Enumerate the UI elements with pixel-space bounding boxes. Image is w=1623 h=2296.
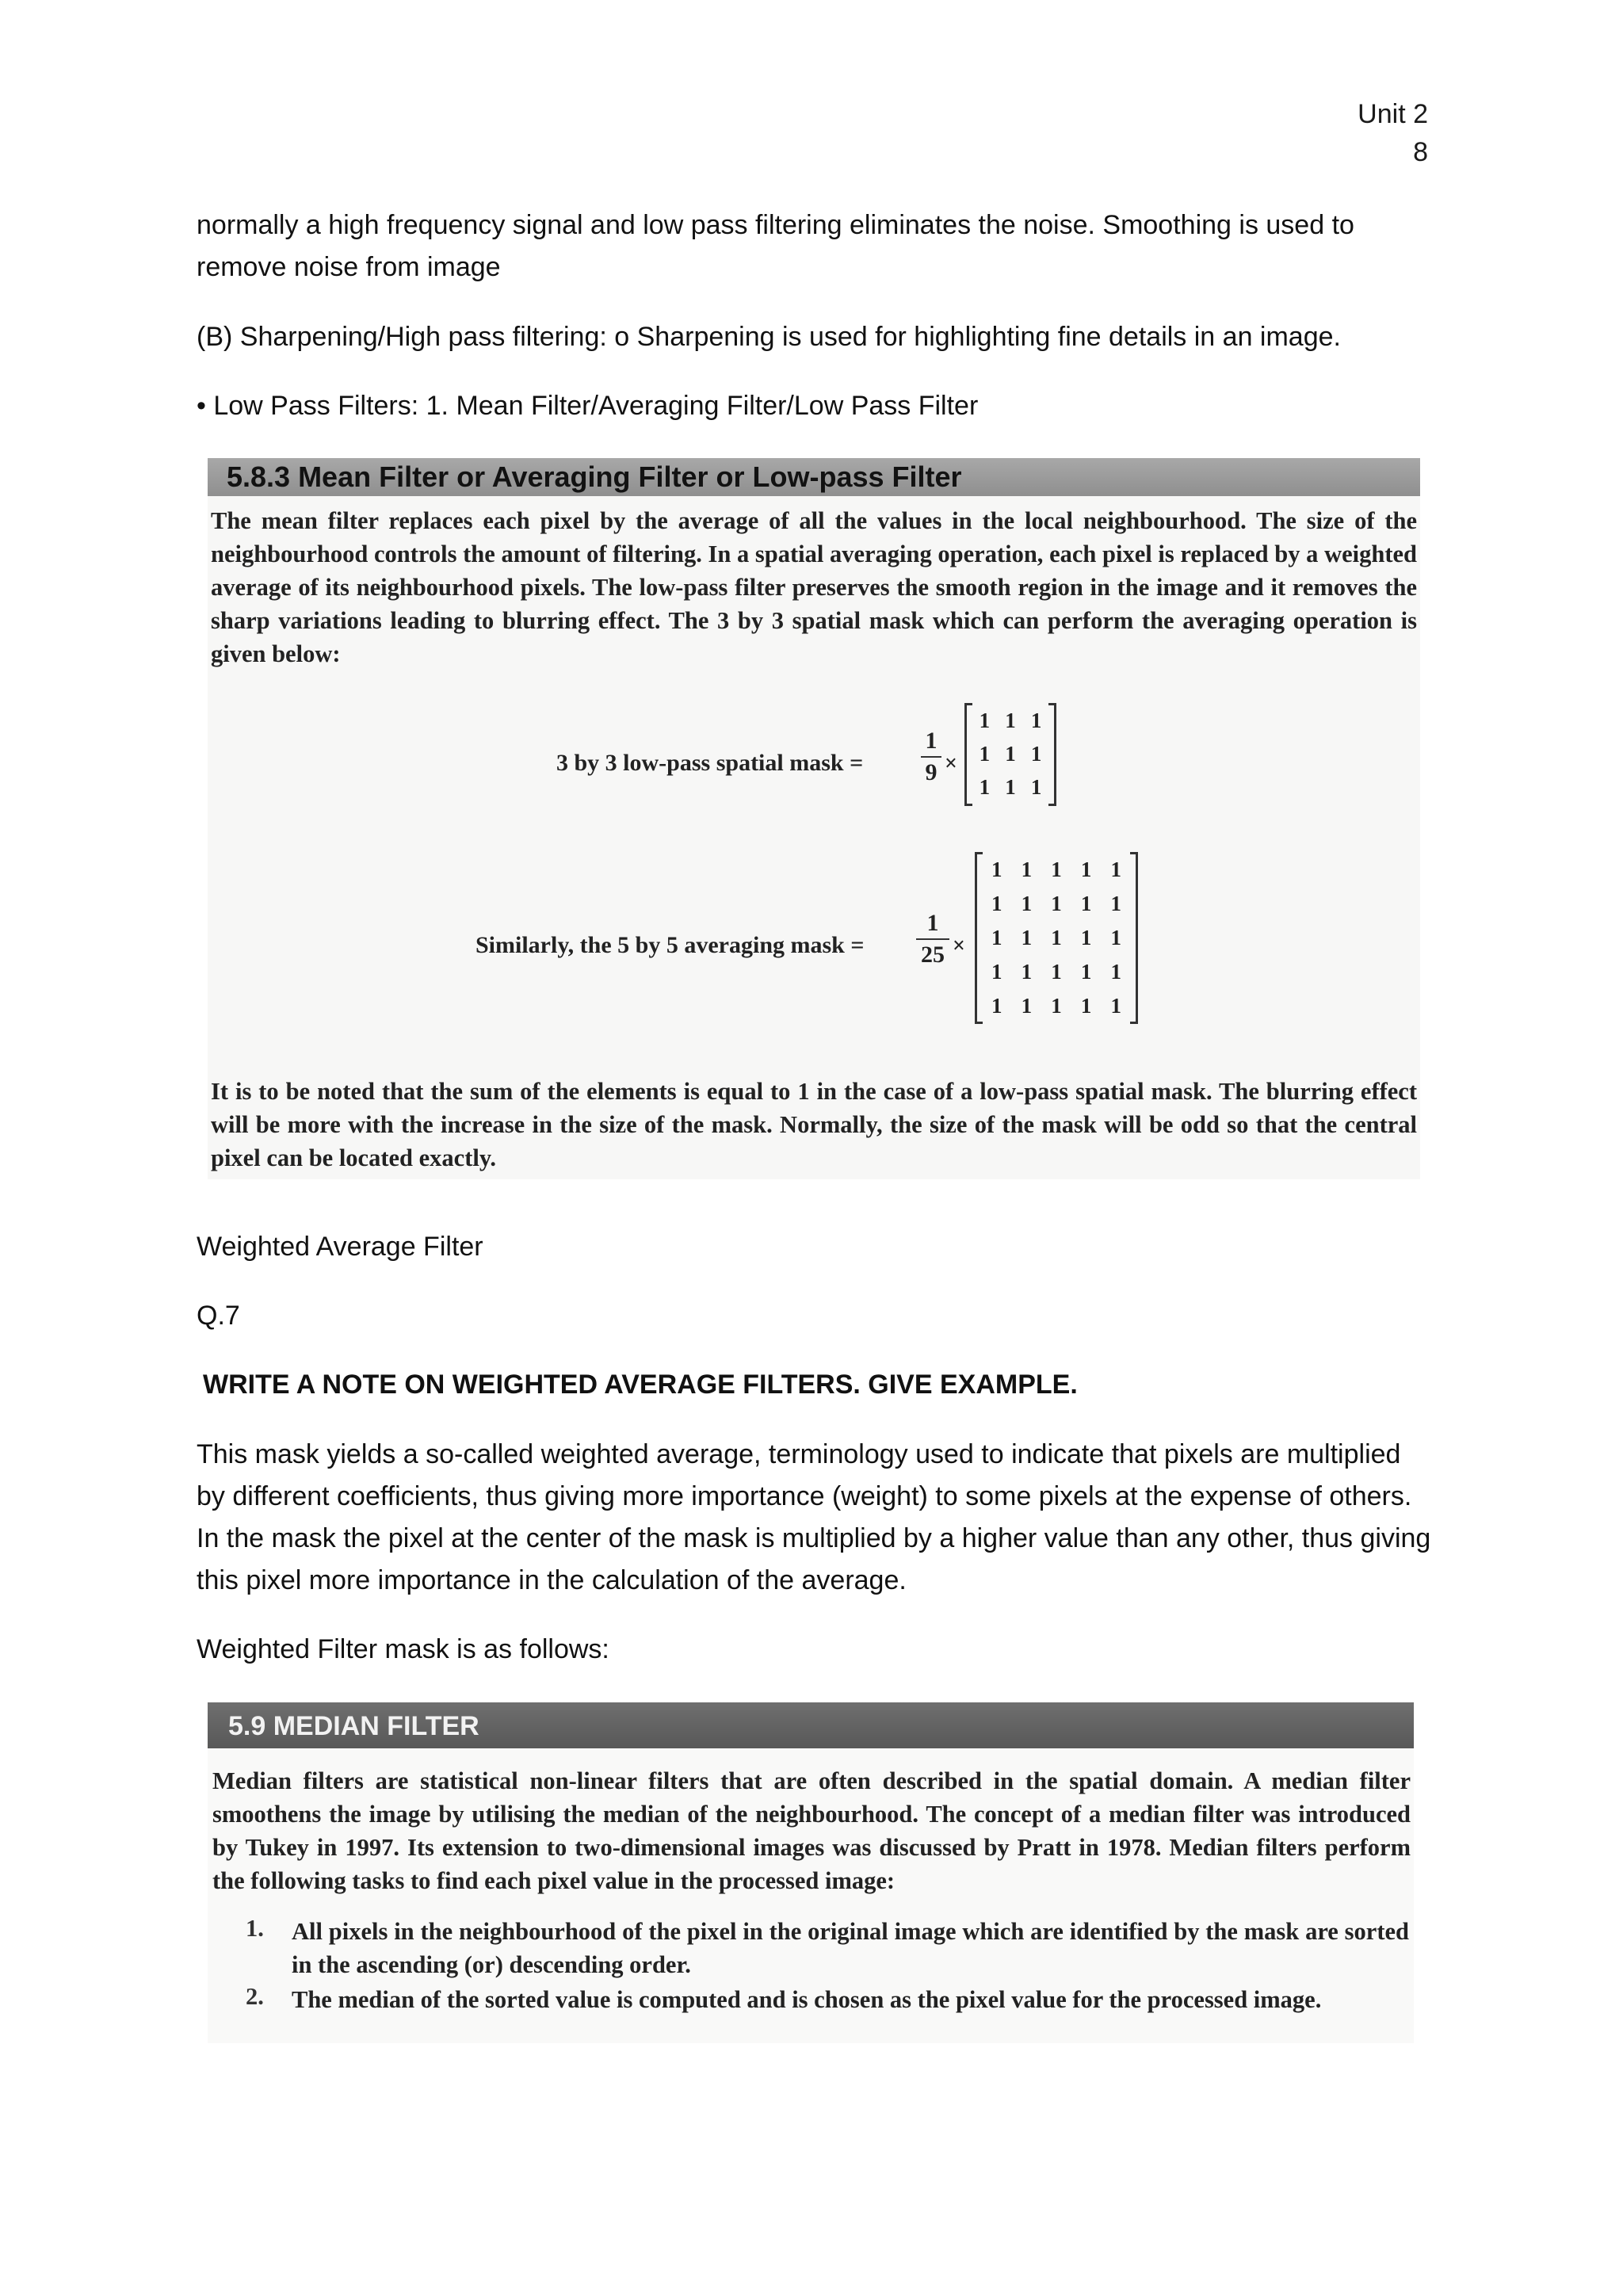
fraction-denominator: 25	[921, 942, 945, 968]
matrix-cell: 1	[1021, 926, 1033, 949]
matrix-5x5	[975, 853, 1138, 1023]
matrix-cell: 1	[1051, 926, 1062, 949]
matrix-cell: 1	[1051, 892, 1062, 915]
matrix-cell: 1	[1110, 994, 1121, 1018]
fraction-denominator: 9	[925, 759, 938, 785]
page-header	[1358, 95, 1428, 171]
matrix-cell: 1	[1080, 994, 1092, 1018]
list-item-number: 2.	[246, 1983, 264, 2010]
median-filter-intro: Median filters are statistical non-linear filters that are often described in the spatial domain. A median filter smoothens the image by utilising the median of the neighbourhood. The concept of a median filter was introduced by Tukey in 1997. Its extension to two-dimensional images was discussed by Pratt in 1978. Median filters perform the following tasks to find each pixel value in the processed image:	[212, 1767, 1411, 1894]
list-item-number: 1.	[246, 1915, 264, 1942]
matrix-cell: 1	[1080, 926, 1092, 949]
section-title: 5.8.3 Mean Filter or Averaging Filter or Low-pass Filter	[227, 460, 962, 493]
matrix-cell: 1	[1030, 709, 1042, 732]
section-title: 5.9 MEDIAN FILTER	[228, 1711, 479, 1741]
paragraph-weighted-average-description: This mask yields a so-called weighted average, terminology used to indicate that pixels are multiplied by different coefficients, thus giving more importance (weight) to some pixels at the expense of others. In the mask the pixel at the center of the mask is multiplied by a higher value than any other, thus giving this pixel more importance in the calculation of the average.	[197, 1439, 1431, 1595]
question-heading: WRITE A NOTE ON WEIGHTED AVERAGE FILTERS. GIVE EXAMPLE.	[203, 1370, 1078, 1400]
fraction-one-ninth	[921, 728, 941, 786]
question-number: Q.7	[197, 1301, 240, 1331]
matrix-cell: 1	[991, 994, 1002, 1018]
unit-label: Unit 2	[1358, 99, 1428, 129]
paragraph-weighted-average-filter: Weighted Average Filter	[197, 1232, 483, 1262]
matrix-cell: 1	[979, 775, 991, 799]
matrix-cell: 1	[991, 858, 1002, 881]
fraction-numerator: 1	[925, 728, 938, 754]
paragraph-weighted-mask-intro: Weighted Filter mask is as follows:	[197, 1634, 609, 1664]
matrix-cell: 1	[1005, 709, 1016, 732]
matrix-cell: 1	[1110, 960, 1121, 984]
matrix-cell: 1	[1080, 858, 1092, 881]
matrix-cell: 1	[1051, 994, 1062, 1018]
page-number: 8	[1413, 137, 1428, 167]
matrix-cell: 1	[979, 742, 991, 766]
matrix-cell: 1	[979, 709, 991, 732]
fraction-one-twenty-fifth	[916, 910, 949, 968]
matrix-cell: 1	[1080, 960, 1092, 984]
mean-filter-intro: The mean filter replaces each pixel by the average of all the values in the local neighbourhood. The size of the neighbourhood controls the amount of filtering. In a spatial averaging operation, each pixel is replaced by a weighted average of its neighbourhood pixels. The low-pass filter preserves the smooth region in the image and it removes the sharp variations leading to blurring effect. The 3 by 3 spatial mask which can perform the averaging operation is given below:	[211, 507, 1417, 667]
matrix-cell: 1	[1030, 775, 1042, 799]
matrix-cell: 1	[1051, 858, 1062, 881]
matrix-3x3	[964, 704, 1056, 805]
matrix-cell: 1	[1110, 926, 1121, 949]
equation-3x3-label: 3 by 3 low-pass spatial mask =	[556, 750, 864, 776]
matrix-cell: 1	[1005, 742, 1016, 766]
scanned-excerpt-median-filter	[208, 1702, 1414, 2043]
fraction-numerator: 1	[926, 910, 939, 936]
matrix-cell: 1	[1021, 892, 1033, 915]
matrix-cell: 1	[1051, 960, 1062, 984]
scanned-excerpt-mean-filter	[208, 458, 1420, 1179]
paragraph-low-pass-filters: • Low Pass Filters: 1. Mean Filter/Averaging Filter/Low Pass Filter	[197, 391, 979, 421]
matrix-cell: 1	[1110, 858, 1121, 881]
section-heading-bar	[208, 458, 1420, 496]
section-heading-bar	[208, 1702, 1414, 1748]
matrix-cell: 1	[991, 892, 1002, 915]
matrix-cell: 1	[1030, 742, 1042, 766]
matrix-cell: 1	[1021, 858, 1033, 881]
paragraph-sharpening: (B) Sharpening/High pass filtering: o Sharpening is used for highlighting fine details in an image.	[197, 322, 1341, 352]
times-sign: ×	[945, 751, 957, 776]
mean-filter-note: It is to be noted that the sum of the elements is equal to 1 in the case of a low-pass spatial mask. The blurring effect will be more with the increase in the size of the mask. Normally, the size of the mask will be odd so that the central pixel can be located exactly.	[211, 1078, 1417, 1171]
list-item-text: The median of the sorted value is computed and is chosen as the pixel value for the processed image.	[292, 1986, 1322, 2013]
times-sign: ×	[953, 934, 965, 958]
paragraph-noise: normally a high frequency signal and low pass filtering eliminates the noise. Smoothing is used to remove noise from image	[197, 210, 1354, 282]
matrix-cell: 1	[1021, 960, 1033, 984]
matrix-cell: 1	[991, 926, 1002, 949]
matrix-cell: 1	[1110, 892, 1121, 915]
equation-5x5-label: Similarly, the 5 by 5 averaging mask =	[475, 932, 865, 958]
matrix-cell: 1	[991, 960, 1002, 984]
matrix-cell: 1	[1021, 994, 1033, 1018]
matrix-cell: 1	[1005, 775, 1016, 799]
list-item-text: All pixels in the neighbourhood of the pixel in the original image which are identified by the mask are sorted in the ascending (or) descending order.	[292, 1918, 1409, 1978]
matrix-cell: 1	[1080, 892, 1092, 915]
